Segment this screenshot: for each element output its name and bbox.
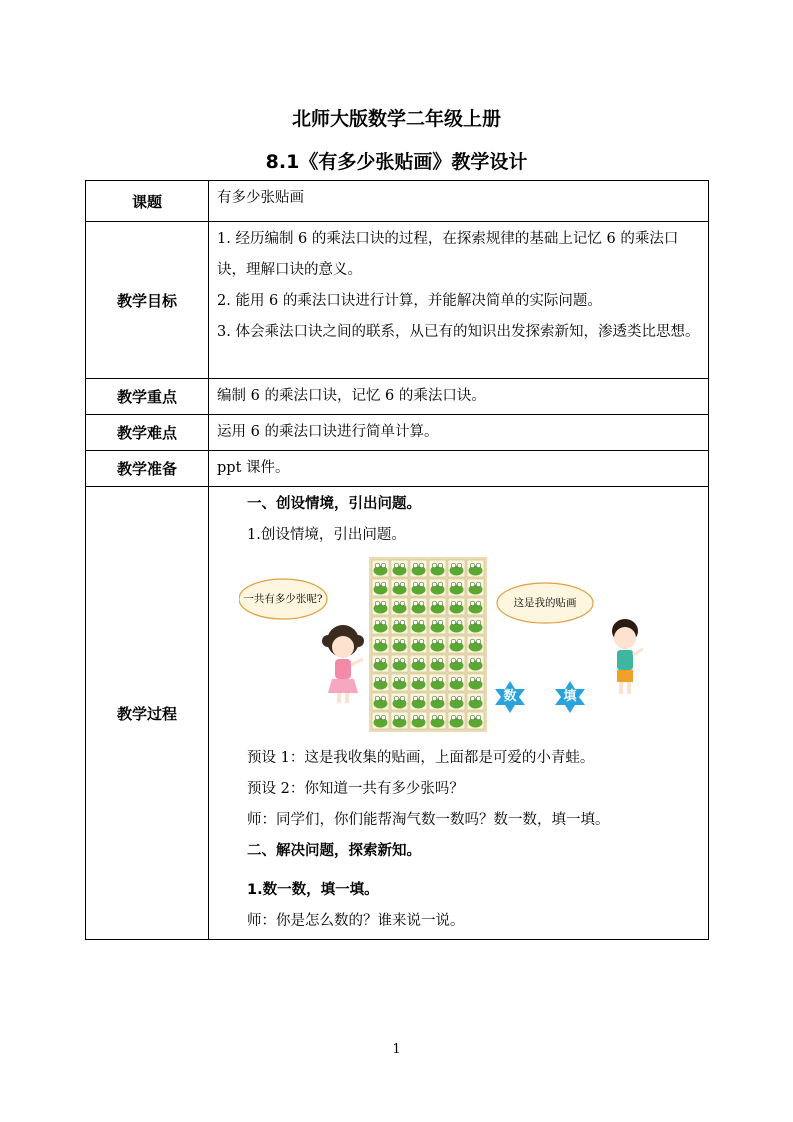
frog-sticker bbox=[467, 598, 484, 615]
topic-text: 有多少张贴画 bbox=[217, 190, 304, 206]
frog-sticker bbox=[410, 655, 427, 672]
frog-sticker bbox=[372, 693, 389, 710]
frog-sticker bbox=[372, 712, 389, 729]
frog-sticker bbox=[429, 693, 446, 710]
frog-sticker bbox=[391, 655, 408, 672]
label-goals: 教学目标 bbox=[86, 222, 209, 379]
frog-sticker bbox=[391, 579, 408, 596]
frog-sticker bbox=[372, 579, 389, 596]
step2-text: 1.数一数，填一填。 bbox=[247, 882, 379, 898]
table-row-goals bbox=[86, 222, 709, 379]
frog-sticker bbox=[467, 655, 484, 672]
table-row-prep bbox=[86, 451, 709, 487]
frog-sticker bbox=[467, 693, 484, 710]
frog-sticker bbox=[391, 636, 408, 653]
prep-text: ppt 课件。 bbox=[217, 460, 290, 476]
frog-sticker bbox=[410, 579, 427, 596]
star-label-shu: 数 bbox=[503, 689, 517, 704]
content-key bbox=[209, 379, 709, 415]
label-difficulty: 教学难点 bbox=[86, 415, 209, 451]
frog-sticker bbox=[410, 617, 427, 634]
boy-bubble-text: 这是我的贴画 bbox=[513, 597, 577, 609]
frog-sticker bbox=[448, 655, 465, 672]
goal-item: 2. 能用 6 的乘法口诀进行计算，并能解决简单的实际问题。 bbox=[217, 293, 602, 309]
frog-sticker bbox=[391, 560, 408, 577]
key-text: 编制 6 的乘法口诀，记忆 6 的乘法口诀。 bbox=[217, 388, 486, 404]
frog-sticker bbox=[410, 712, 427, 729]
teacher2-text: 师：你是怎么数的？谁来说一说。 bbox=[247, 913, 465, 929]
illustration-svg bbox=[239, 555, 719, 735]
frog-sticker bbox=[372, 674, 389, 691]
frog-sticker bbox=[410, 636, 427, 653]
content-topic bbox=[209, 181, 709, 222]
goal-item: 1. 经历编制 6 的乘法口诀的过程，在探索规律的基础上记忆 6 的乘法口诀，理解口诀的意义。 bbox=[217, 231, 679, 278]
frog-sticker bbox=[429, 560, 446, 577]
frog-sticker bbox=[467, 617, 484, 634]
frog-sticker bbox=[467, 712, 484, 729]
step1-text: 1.创设情境，引出问题。 bbox=[247, 527, 406, 543]
document-subtitle: 8.1《有多少张贴画》教学设计 bbox=[265, 151, 528, 173]
frog-sticker bbox=[391, 674, 408, 691]
frog-sticker bbox=[467, 579, 484, 596]
label-prep: 教学准备 bbox=[86, 451, 209, 487]
content-difficulty bbox=[209, 415, 709, 451]
teacher1-text: 师：同学们，你们能帮淘气数一数吗？数一数，填一填。 bbox=[247, 812, 610, 828]
frog-sticker bbox=[372, 655, 389, 672]
frog-sticker bbox=[391, 693, 408, 710]
frog-sticker bbox=[467, 560, 484, 577]
frog-sticker bbox=[429, 655, 446, 672]
label-topic: 课题 bbox=[86, 181, 209, 222]
star-label-tian: 填 bbox=[563, 689, 577, 704]
frog-sticker bbox=[448, 636, 465, 653]
frog-sticker bbox=[429, 674, 446, 691]
frog-sticker bbox=[372, 636, 389, 653]
frog-sticker bbox=[448, 598, 465, 615]
difficulty-text: 运用 6 的乘法口诀进行简单计算。 bbox=[217, 424, 439, 440]
frog-sticker bbox=[448, 674, 465, 691]
frog-sticker bbox=[372, 560, 389, 577]
frog-sticker bbox=[391, 598, 408, 615]
content-goals bbox=[209, 222, 709, 379]
frog-sticker bbox=[429, 636, 446, 653]
girl-bubble-text: 一共有多少张呢? bbox=[243, 593, 323, 605]
frog-sticker bbox=[448, 693, 465, 710]
frog-sticker bbox=[391, 617, 408, 634]
label-key: 教学重点 bbox=[86, 379, 209, 415]
frog-sticker bbox=[372, 617, 389, 634]
frog-sticker bbox=[410, 560, 427, 577]
content-process bbox=[209, 487, 709, 940]
frog-sticker bbox=[448, 560, 465, 577]
section1-title: 一、创设情境，引出问题。 bbox=[247, 496, 421, 512]
preset2-text: 预设 2：你知道一共有多少张吗？ bbox=[247, 781, 464, 797]
table-row-process bbox=[86, 487, 709, 940]
frog-sticker bbox=[372, 598, 389, 615]
frog-sticker bbox=[410, 674, 427, 691]
label-process: 教学过程 bbox=[86, 487, 209, 940]
goal-item: 3. 体会乘法口诀之间的联系，从已有的知识出发探索新知，渗透类比思想。 bbox=[217, 324, 700, 340]
frog-sticker bbox=[448, 712, 465, 729]
content-prep bbox=[209, 451, 709, 487]
frog-sticker bbox=[448, 579, 465, 596]
frog-sticker bbox=[429, 579, 446, 596]
section2-title: 二、解决问题，探索新知。 bbox=[247, 843, 421, 859]
sticker-grid bbox=[369, 557, 487, 732]
frog-sticker bbox=[448, 617, 465, 634]
frog-sticker bbox=[410, 693, 427, 710]
frog-sticker bbox=[391, 712, 408, 729]
frog-sticker bbox=[410, 598, 427, 615]
frog-sticker bbox=[467, 636, 484, 653]
table-row-topic bbox=[86, 181, 709, 222]
frog-sticker bbox=[429, 712, 446, 729]
girl-figure bbox=[322, 625, 364, 703]
lesson-plan-table bbox=[85, 180, 709, 940]
preset1-text: 预设 1：这是我收集的贴画，上面都是可爱的小青蛙。 bbox=[247, 750, 595, 766]
document-title: 北师大版数学二年级上册 bbox=[291, 108, 501, 130]
sticker-illustration bbox=[217, 555, 702, 735]
table-row-key bbox=[86, 379, 709, 415]
frog-sticker bbox=[429, 598, 446, 615]
page-number: 1 bbox=[392, 1042, 401, 1057]
table-row-difficulty bbox=[86, 415, 709, 451]
frog-sticker bbox=[429, 617, 446, 634]
boy-figure bbox=[612, 619, 643, 694]
frog-sticker bbox=[467, 674, 484, 691]
